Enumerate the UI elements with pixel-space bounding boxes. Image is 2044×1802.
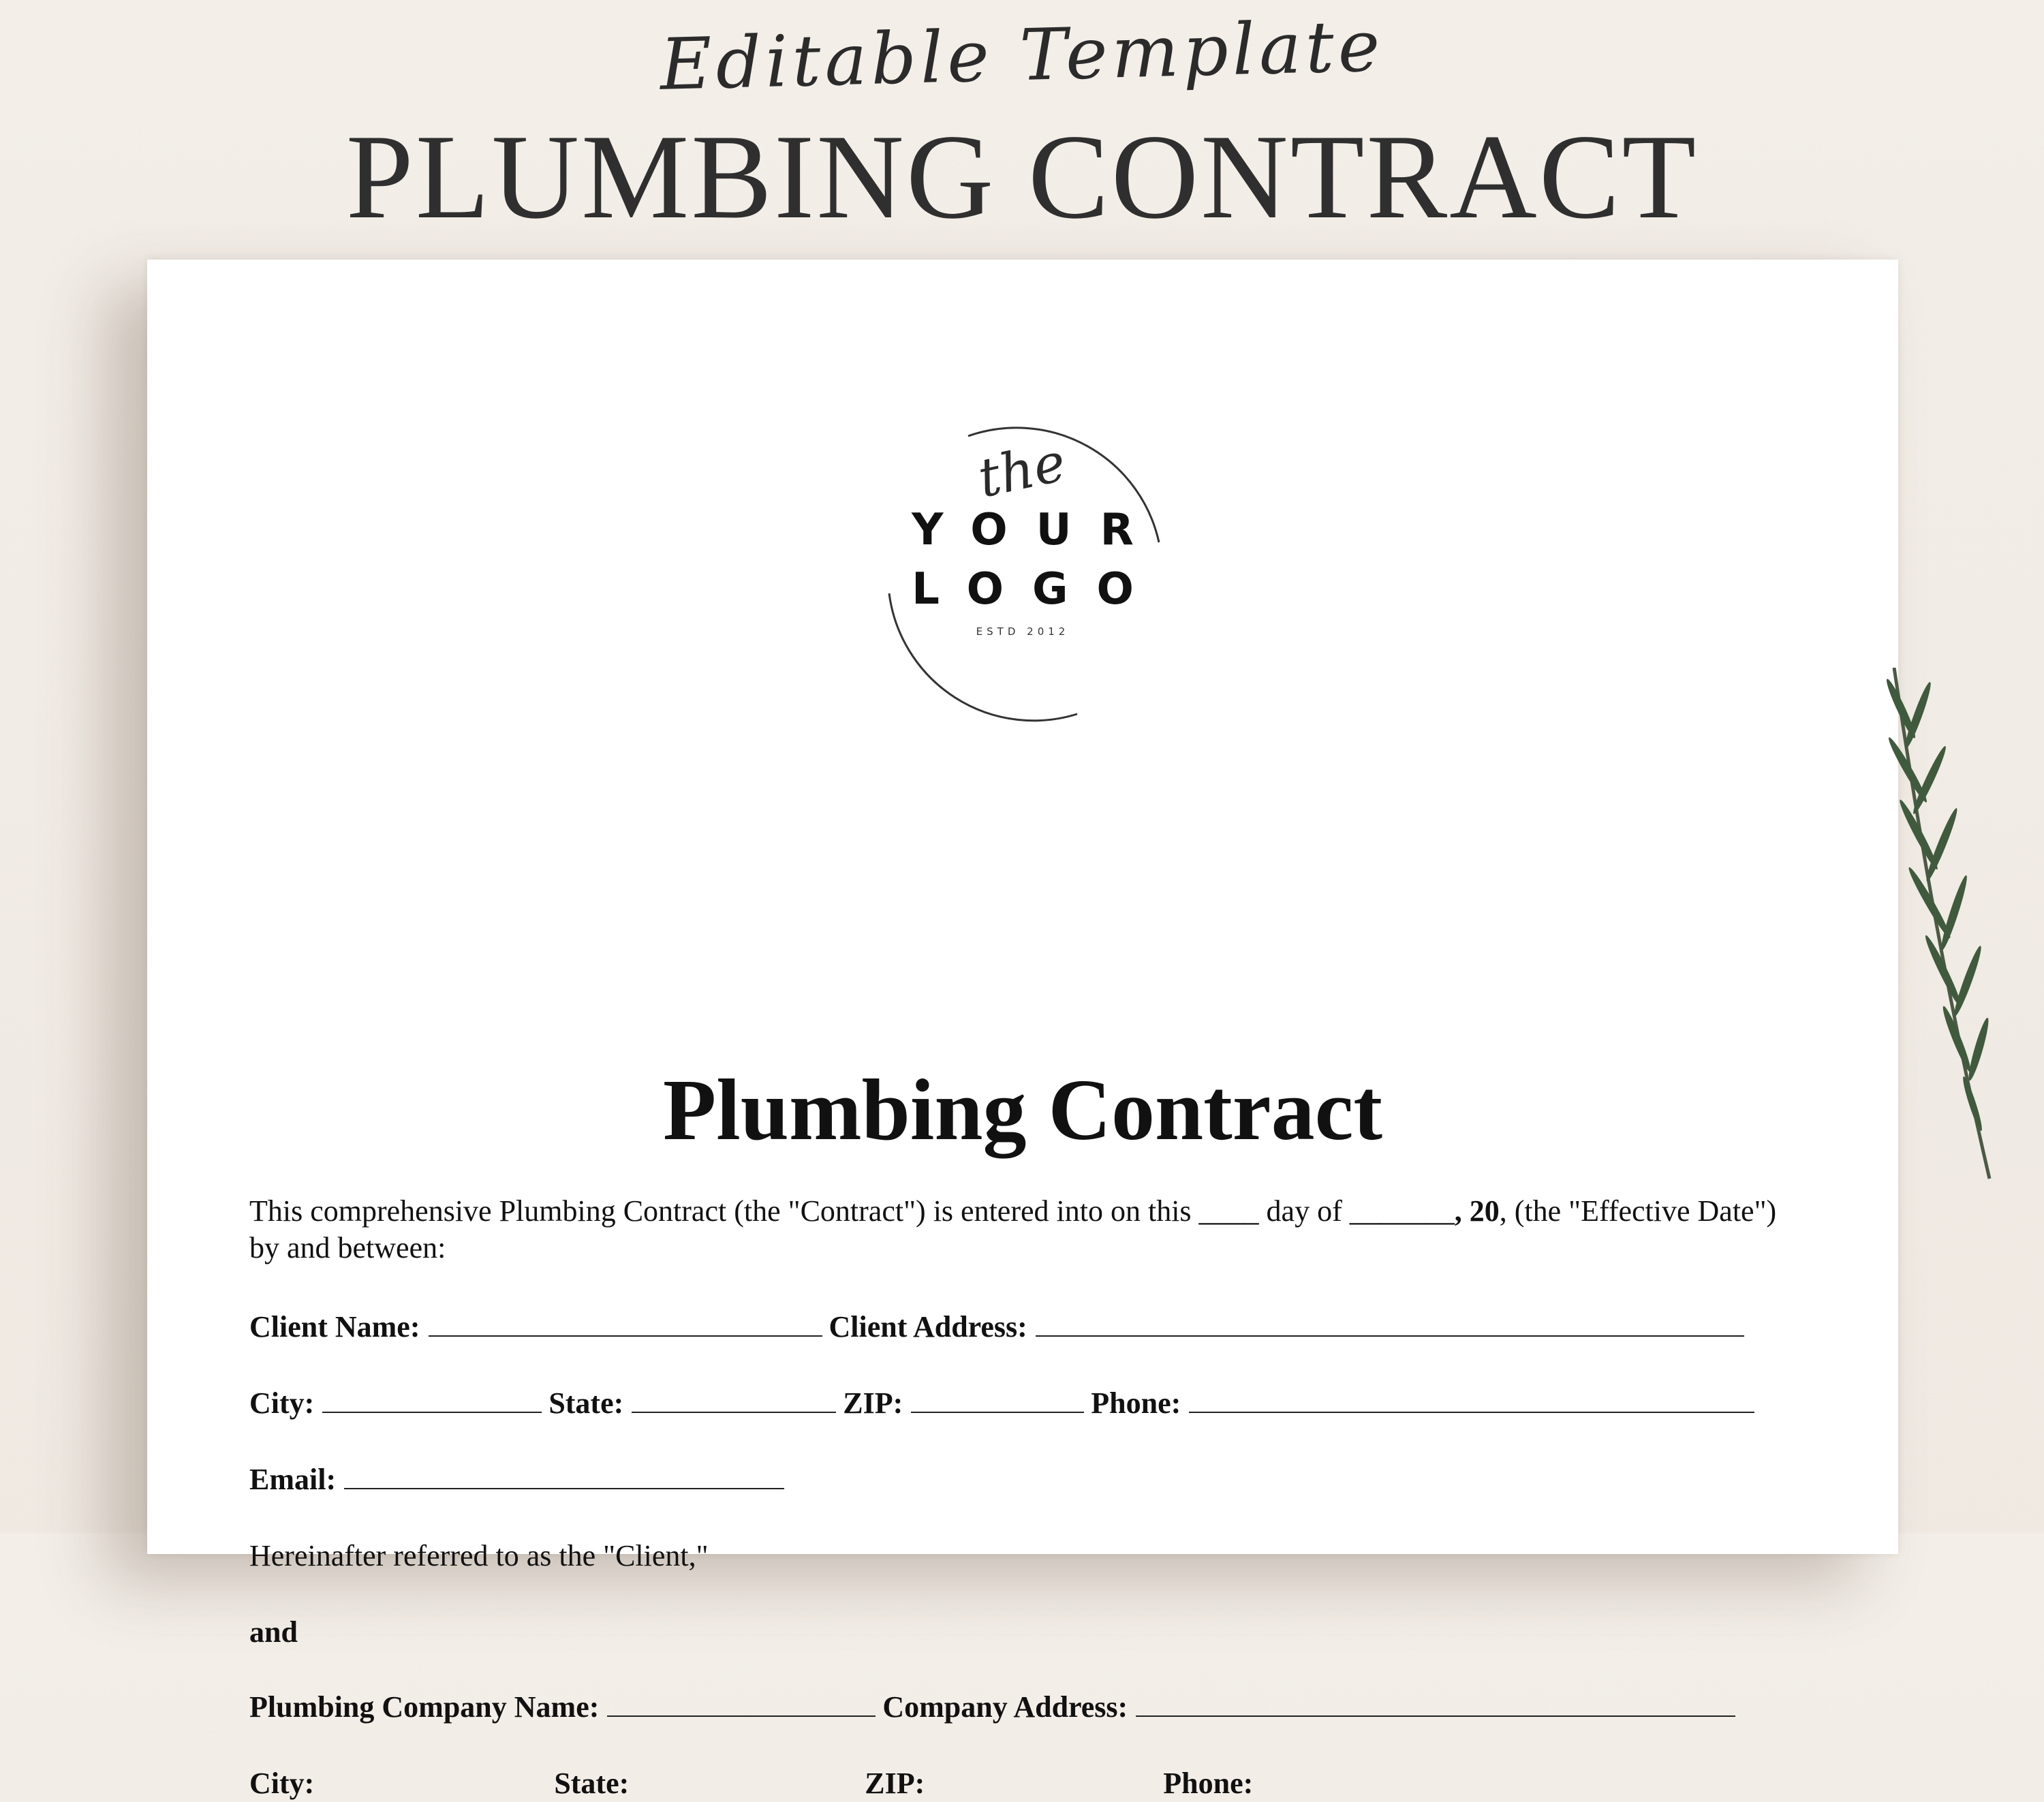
- hereinafter-text: Hereinafter referred to as the "Client,": [249, 1539, 709, 1572]
- client-city-field[interactable]: [322, 1387, 542, 1413]
- client-name-field[interactable]: [429, 1311, 822, 1337]
- client-state-field[interactable]: [632, 1387, 836, 1413]
- logo-the: the: [973, 431, 1071, 510]
- document-page: [147, 260, 1898, 1800]
- company-row-1: [249, 1689, 1742, 1726]
- intro-paragraph: [249, 1193, 1796, 1267]
- intro-year: , 20: [1454, 1194, 1500, 1228]
- client-address-label: Client Address:: [829, 1310, 1027, 1343]
- company-address-field[interactable]: [1136, 1691, 1735, 1717]
- and-text: and: [249, 1615, 298, 1649]
- client-zip-label: ZIP:: [843, 1386, 903, 1420]
- document-title: Plumbing Contract: [663, 1061, 1382, 1158]
- company-address-label: Company Address:: [882, 1690, 1128, 1724]
- banner-script-title: Editable Template: [659, 4, 1385, 106]
- client-city-label: City:: [249, 1386, 315, 1420]
- client-row-1: [249, 1309, 1751, 1346]
- company-state-label: State:: [554, 1767, 630, 1800]
- rosemary-sprig-icon: [1853, 668, 2017, 1185]
- intro-text-2: , (the "Effective Date") by and between:: [249, 1194, 1777, 1264]
- logo-your: YOUR: [912, 505, 1162, 555]
- banner-main-title: PLUMBING CONTRACT: [345, 109, 1699, 244]
- client-email-field[interactable]: [344, 1463, 784, 1489]
- client-email-label: Email:: [249, 1463, 337, 1496]
- client-zip-field[interactable]: [911, 1387, 1084, 1413]
- client-row-3: [249, 1461, 791, 1498]
- logo-estd: ESTD 2012: [976, 625, 1070, 638]
- company-phone-label: Phone:: [1163, 1767, 1254, 1800]
- company-row-2: [249, 1765, 1253, 1802]
- company-city-label: City:: [249, 1767, 315, 1800]
- client-phone-field[interactable]: [1189, 1387, 1754, 1413]
- client-name-label: Client Name:: [249, 1310, 420, 1343]
- client-row-2: [249, 1385, 1761, 1422]
- intro-text-1: This comprehensive Plumbing Contract (the "Contract") is entered into on this ____ day of _______: [249, 1194, 1455, 1228]
- client-address-field[interactable]: [1036, 1311, 1744, 1337]
- company-name-label: Plumbing Company Name:: [249, 1690, 600, 1724]
- client-state-label: State:: [548, 1386, 624, 1420]
- company-zip-label: ZIP:: [865, 1767, 925, 1800]
- client-phone-label: Phone:: [1091, 1386, 1181, 1420]
- logo: [873, 413, 1173, 726]
- company-name-field[interactable]: [607, 1691, 876, 1717]
- logo-logo: LOGO: [912, 564, 1162, 615]
